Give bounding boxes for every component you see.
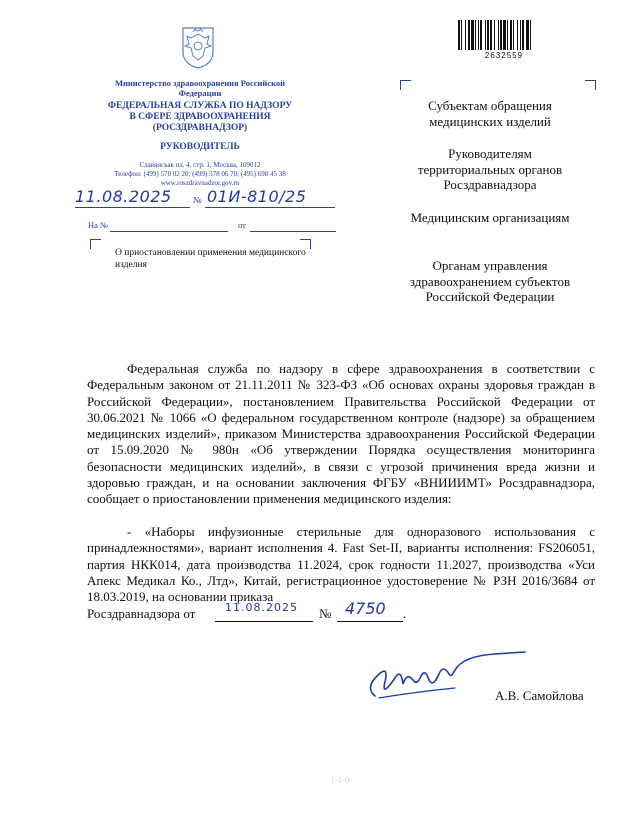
ministry-name: Министерство здравоохранения Российской Федерации: [114, 78, 286, 98]
addressee-bracket-right: [585, 80, 596, 90]
body-paragraph-2: - «Наборы инфузионные стерильные для одноразового использования с принадлежностями», вариант исполнения 4. Fast Set-II, варианты исполнения: FS206051, партия НКК014, дата производства 11.2024, срок годности 11.2027, производства «Уси Апекс Медикал Ко., Лтд», Китай, регистрационное удостоверение № РЗН 2016/3684 от 18.03.2019, на основании приказа: [87, 524, 595, 605]
coat-of-arms-icon: [175, 24, 221, 70]
order-number-label: №: [319, 606, 332, 621]
agency-line-2: В СФЕРЕ ЗДРАВООХРАНЕНИЯ: [129, 112, 271, 122]
registration-date: 11.08.2025: [75, 187, 172, 206]
agency-line-3: (РОСЗДРАВНАДЗОР): [152, 123, 248, 133]
contacts: [55, 161, 345, 188]
faint-footer-mark: 1-1-0: [330, 775, 350, 785]
order-prefix: Росздравнадзора от: [87, 606, 196, 621]
letter-subject: О приостановлении применения медицинского изделия: [115, 248, 306, 270]
head-title: РУКОВОДИТЕЛЬ: [160, 142, 240, 152]
registration-number: 01И-810/25: [207, 187, 307, 206]
addressee-4: Органам управления здравоохранением субъектов Российской Федерации: [409, 258, 571, 304]
subject-bracket-left: [90, 239, 101, 249]
registration-line: [75, 185, 340, 211]
address: Славянская пл. 4, стр. 1, Москва, 109012: [139, 161, 261, 169]
addressee-2: Руководителям территориальных органов Росздравнадзора: [417, 146, 563, 192]
body-paragraph-1: Федеральная служба по надзору в сфере здравоохранения в соответствии с Федеральным законом от 21.11.2011 № 323-ФЗ «Об основах охраны здоровья граждан в Российской Федерации», постановлением Правительства Российской Федерации от 30.06.2021 № 1066 «О федеральном государственном контроле (надзоре) за обращением медицинских изделий», приказом Министерства здравоохранения Российской Федерации от 15.09.2020 № 980н «Об утверждении Порядка осуществления мониторинга безопасности медицинских изделий», в связи с угрозой причинения вреда жизни и здоровью граждан, и на основании заключения ФГБУ «ВНИИИМТ» Росздравнадзора, сообщает о приостановлении применения медицинского изделия:: [87, 361, 595, 507]
barcode: [458, 20, 550, 50]
order-date-stamp: 11.08.2025: [225, 601, 298, 614]
reference-from-label: от: [238, 220, 246, 230]
order-end: .: [403, 606, 407, 621]
registration-number-label: №: [193, 195, 202, 205]
addressee-3: Медицинским организациям: [410, 210, 570, 225]
order-reference-line: [87, 599, 595, 625]
reference-row: [88, 220, 338, 234]
addressee-1: Субъектам обращения медицинских изделий: [428, 98, 552, 129]
agency-name: [85, 101, 315, 134]
signer-name: А.В. Самойлова: [495, 688, 584, 703]
website: www.roszdravnadzor.gov.ru: [160, 179, 240, 187]
reference-label: На №: [88, 220, 109, 230]
barcode-number: 2632559: [484, 51, 524, 60]
order-number: 4750: [345, 599, 386, 618]
addressee-bracket-left: [400, 80, 411, 90]
phones: Телефон: (499) 578 02 20; (499) 578 06 70; (495) 698 45 38: [114, 170, 286, 178]
agency-line-1: ФЕДЕРАЛЬНАЯ СЛУЖБА ПО НАДЗОРУ: [107, 101, 293, 111]
